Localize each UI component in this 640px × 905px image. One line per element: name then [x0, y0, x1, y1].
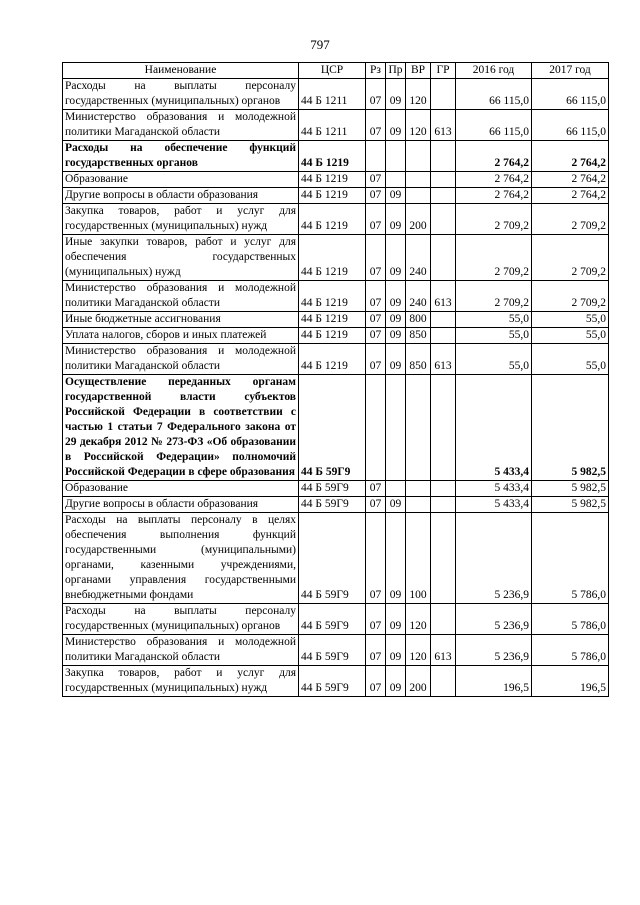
cell-rz: 07: [366, 497, 386, 513]
cell-2016: 5 236,9: [456, 604, 532, 635]
cell-csr: 44 Б 59Г9: [299, 604, 366, 635]
cell-rz: 07: [366, 666, 386, 697]
cell-pr: 09: [386, 235, 406, 281]
cell-pr: 09: [386, 312, 406, 328]
cell-2016: 55,0: [456, 344, 532, 375]
cell-name: Другие вопросы в области образования: [63, 497, 299, 513]
cell-gr: 613: [431, 344, 456, 375]
cell-name: Закупка товаров, работ и услуг для государственных (муниципальных) нужд: [63, 204, 299, 235]
table-body: [63, 79, 609, 697]
cell-csr: 44 Б 1219: [299, 188, 366, 204]
cell-pr: 09: [386, 328, 406, 344]
cell-2016: 55,0: [456, 312, 532, 328]
cell-2017: 2 709,2: [532, 235, 609, 281]
cell-2016: 2 764,2: [456, 188, 532, 204]
cell-gr: [431, 204, 456, 235]
table-row: [63, 312, 609, 328]
cell-name: Расходы на обеспечение функций государственных органов: [63, 141, 299, 172]
table-row: [63, 666, 609, 697]
cell-rz: 07: [366, 235, 386, 281]
cell-2016: 2 764,2: [456, 141, 532, 172]
cell-2016: 66 115,0: [456, 110, 532, 141]
cell-vr: 240: [406, 281, 431, 312]
cell-gr: [431, 666, 456, 697]
cell-csr: 44 Б 1219: [299, 235, 366, 281]
cell-csr: 44 Б 1219: [299, 344, 366, 375]
cell-gr: [431, 604, 456, 635]
cell-vr: 200: [406, 666, 431, 697]
table-row: [63, 79, 609, 110]
cell-pr: 09: [386, 666, 406, 697]
cell-2017: 5 982,5: [532, 497, 609, 513]
cell-2017: 2 764,2: [532, 141, 609, 172]
cell-name: Министерство образования и молодежной политики Магаданской области: [63, 344, 299, 375]
cell-csr: 44 Б 59Г9: [299, 375, 366, 481]
cell-gr: [431, 328, 456, 344]
table-row: [63, 497, 609, 513]
cell-rz: 07: [366, 328, 386, 344]
cell-name: Иные закупки товаров, работ и услуг для обеспечения государственных (муниципальных) нужд: [63, 235, 299, 281]
table-row: [63, 110, 609, 141]
cell-vr: [406, 497, 431, 513]
header-pr: Пр: [386, 63, 406, 79]
cell-csr: 44 Б 59Г9: [299, 513, 366, 604]
cell-name: Образование: [63, 481, 299, 497]
cell-pr: [386, 481, 406, 497]
header-csr: ЦСР: [299, 63, 366, 79]
cell-pr: 09: [386, 635, 406, 666]
cell-vr: [406, 141, 431, 172]
cell-2017: 5 786,0: [532, 513, 609, 604]
cell-gr: [431, 188, 456, 204]
table-row: [63, 281, 609, 312]
table-row: [63, 141, 609, 172]
cell-2016: 5 433,4: [456, 497, 532, 513]
cell-vr: 200: [406, 204, 431, 235]
cell-2017: 2 709,2: [532, 204, 609, 235]
cell-name: Образование: [63, 172, 299, 188]
cell-name: Закупка товаров, работ и услуг для государственных (муниципальных) нужд: [63, 666, 299, 697]
header-rz: Рз: [366, 63, 386, 79]
cell-name: Другие вопросы в области образования: [63, 188, 299, 204]
cell-rz: 07: [366, 513, 386, 604]
cell-rz: 07: [366, 344, 386, 375]
cell-vr: 240: [406, 235, 431, 281]
table-row: [63, 204, 609, 235]
cell-2016: 5 236,9: [456, 513, 532, 604]
cell-vr: 120: [406, 635, 431, 666]
cell-gr: 613: [431, 281, 456, 312]
cell-gr: [431, 497, 456, 513]
cell-2017: 2 764,2: [532, 188, 609, 204]
cell-vr: 120: [406, 79, 431, 110]
cell-pr: 09: [386, 79, 406, 110]
cell-pr: 09: [386, 188, 406, 204]
cell-gr: 613: [431, 110, 456, 141]
cell-gr: [431, 375, 456, 481]
cell-2016: 2 709,2: [456, 235, 532, 281]
cell-2017: 5 982,5: [532, 375, 609, 481]
cell-vr: 100: [406, 513, 431, 604]
cell-rz: 07: [366, 312, 386, 328]
cell-vr: 120: [406, 110, 431, 141]
cell-rz: 07: [366, 188, 386, 204]
table-row: [63, 375, 609, 481]
cell-gr: [431, 481, 456, 497]
cell-name: Министерство образования и молодежной политики Магаданской области: [63, 281, 299, 312]
table-row: [63, 344, 609, 375]
cell-csr: 44 Б 1219: [299, 328, 366, 344]
cell-name: Расходы на выплаты персоналу государственных (муниципальных) органов: [63, 604, 299, 635]
cell-csr: 44 Б 59Г9: [299, 635, 366, 666]
cell-2017: 55,0: [532, 344, 609, 375]
cell-csr: 44 Б 1219: [299, 281, 366, 312]
table-row: [63, 328, 609, 344]
cell-2016: 196,5: [456, 666, 532, 697]
header-vr: ВР: [406, 63, 431, 79]
cell-rz: 07: [366, 79, 386, 110]
header-2017: 2017 год: [532, 63, 609, 79]
cell-rz: [366, 141, 386, 172]
cell-name: Иные бюджетные ассигнования: [63, 312, 299, 328]
cell-name: Уплата налогов, сборов и иных платежей: [63, 328, 299, 344]
cell-pr: 09: [386, 604, 406, 635]
cell-name: Министерство образования и молодежной политики Магаданской области: [63, 110, 299, 141]
cell-2016: 2 764,2: [456, 172, 532, 188]
cell-pr: [386, 172, 406, 188]
cell-vr: [406, 481, 431, 497]
table-row: [63, 604, 609, 635]
header-2016: 2016 год: [456, 63, 532, 79]
cell-csr: 44 Б 59Г9: [299, 666, 366, 697]
cell-pr: 09: [386, 110, 406, 141]
cell-rz: 07: [366, 110, 386, 141]
cell-2017: 66 115,0: [532, 79, 609, 110]
cell-gr: [431, 172, 456, 188]
header-name: Наименование: [63, 63, 299, 79]
cell-2016: 2 709,2: [456, 281, 532, 312]
cell-2016: 5 433,4: [456, 481, 532, 497]
cell-2017: 66 115,0: [532, 110, 609, 141]
table-row: [63, 635, 609, 666]
cell-name: Расходы на выплаты персоналу в целях обеспечения выполнения функций государственными (муниципальными) органами, казенными учреждениями, органами управления государственными внебюджетными фондами: [63, 513, 299, 604]
cell-csr: 44 Б 1211: [299, 79, 366, 110]
cell-pr: 09: [386, 281, 406, 312]
cell-2017: 55,0: [532, 312, 609, 328]
cell-2017: 2 764,2: [532, 172, 609, 188]
cell-2017: 55,0: [532, 328, 609, 344]
table-row: [63, 513, 609, 604]
cell-name: Осуществление переданных органам государственной власти субъектов Российской Федерации в соответствии с частью 1 статьи 7 Федерального закона от 29 декабря 2012 № 273-ФЗ «Об образовании в Российской Федерации» полномочий Российской Федерации в сфере образования: [63, 375, 299, 481]
cell-gr: [431, 141, 456, 172]
cell-csr: 44 Б 59Г9: [299, 481, 366, 497]
table-row: [63, 481, 609, 497]
table-row: [63, 172, 609, 188]
cell-gr: 613: [431, 635, 456, 666]
cell-rz: 07: [366, 604, 386, 635]
cell-name: Расходы на выплаты персоналу государственных (муниципальных) органов: [63, 79, 299, 110]
header-gr: ГР: [431, 63, 456, 79]
table-header-row: [63, 63, 609, 79]
cell-rz: [366, 375, 386, 481]
cell-rz: 07: [366, 481, 386, 497]
budget-table: [62, 62, 609, 697]
cell-2016: 2 709,2: [456, 204, 532, 235]
cell-rz: 07: [366, 172, 386, 188]
cell-csr: 44 Б 1219: [299, 312, 366, 328]
cell-2017: 5 786,0: [532, 604, 609, 635]
cell-vr: [406, 188, 431, 204]
cell-pr: 09: [386, 497, 406, 513]
cell-2017: 196,5: [532, 666, 609, 697]
cell-vr: [406, 375, 431, 481]
cell-vr: 850: [406, 344, 431, 375]
cell-csr: 44 Б 1219: [299, 172, 366, 188]
cell-gr: [431, 235, 456, 281]
cell-gr: [431, 513, 456, 604]
cell-vr: [406, 172, 431, 188]
cell-pr: 09: [386, 513, 406, 604]
cell-name: Министерство образования и молодежной политики Магаданской области: [63, 635, 299, 666]
cell-2016: 55,0: [456, 328, 532, 344]
cell-vr: 800: [406, 312, 431, 328]
cell-rz: 07: [366, 281, 386, 312]
cell-2016: 5 236,9: [456, 635, 532, 666]
cell-2017: 5 982,5: [532, 481, 609, 497]
cell-2017: 2 709,2: [532, 281, 609, 312]
cell-rz: 07: [366, 635, 386, 666]
cell-2016: 5 433,4: [456, 375, 532, 481]
cell-gr: [431, 312, 456, 328]
cell-gr: [431, 79, 456, 110]
cell-2017: 5 786,0: [532, 635, 609, 666]
table-row: [63, 188, 609, 204]
cell-csr: 44 Б 1219: [299, 141, 366, 172]
cell-pr: [386, 375, 406, 481]
cell-pr: 09: [386, 204, 406, 235]
cell-csr: 44 Б 1219: [299, 204, 366, 235]
cell-csr: 44 Б 59Г9: [299, 497, 366, 513]
cell-csr: 44 Б 1211: [299, 110, 366, 141]
page-number: 797: [310, 37, 330, 52]
cell-vr: 120: [406, 604, 431, 635]
table-row: [63, 235, 609, 281]
cell-2016: 66 115,0: [456, 79, 532, 110]
cell-rz: 07: [366, 204, 386, 235]
cell-pr: 09: [386, 344, 406, 375]
cell-pr: [386, 141, 406, 172]
cell-vr: 850: [406, 328, 431, 344]
